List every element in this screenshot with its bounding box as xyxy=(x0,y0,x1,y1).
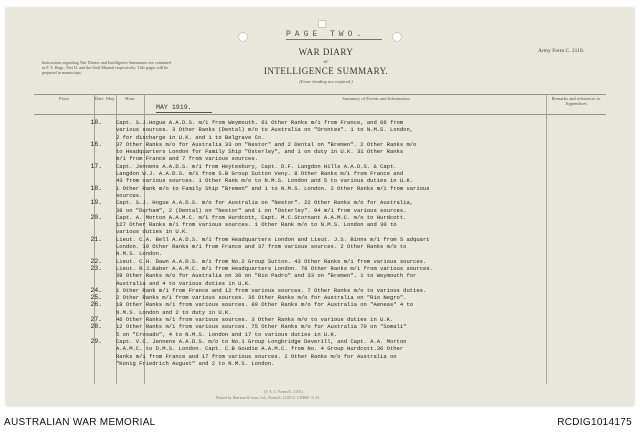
entry-text xyxy=(116,301,512,316)
diary-entry xyxy=(6,294,634,301)
entry-line: 18 Other Ranks m/i from various sources. 80 Other Ranks m/o for Australia on "Aeneas" 4 to xyxy=(116,301,414,309)
entry-line: Capt. Jennens A.A.D.S. m/i from Heytesbury, Capt. D.F. Langdon Hills A.A.D.S. & Capt. xyxy=(116,162,397,170)
entry-line: Capt. S.J. Hogue A.A.D.S. m/o for Australia on "Nestor". 22 Other Ranks m/o for Australia, xyxy=(116,199,414,207)
header-top-rule xyxy=(34,94,606,95)
entry-line: N.M.S. London. xyxy=(116,250,163,258)
entry-line: Capt. V.C. Jennens A.A.D.S. m/o to No.1 Group Longbridge Deverill, and Capt. A.A. Morton xyxy=(116,337,407,345)
entry-text xyxy=(116,316,512,323)
col-place: Place xyxy=(59,96,69,101)
diary-entry xyxy=(6,338,634,367)
title-intelligence-summary: INTELLIGENCE SUMMARY. xyxy=(263,66,389,76)
entry-text xyxy=(116,141,512,163)
diary-entry xyxy=(6,119,634,141)
entry-text xyxy=(116,163,512,185)
entry-line: 5 on "Crosado", 4 to N.M.S. London and 17 to various duties in U.K. xyxy=(116,330,338,338)
entry-line: "Konig Friedrich August" and 2 to N.M.S. London. xyxy=(116,359,275,367)
staple-mark xyxy=(318,20,326,28)
entry-date: 24. xyxy=(90,286,102,294)
entry-line: m/i from France and 7 from various sources. xyxy=(116,155,258,163)
entry-line: Langdon W.J. A.A.D.S. m/i from S.B Group Sutton Veny. 8 Other Ranks m/i from France and xyxy=(116,170,404,178)
entry-text xyxy=(116,294,512,301)
entry-line: Capt. S.J.Hogue A.A.D.S. m/i from Weymouth. 61 Other Ranks m/i from France, and 66 from xyxy=(116,119,404,126)
col-date: Date. May. xyxy=(94,96,116,101)
entry-line: Lieut. C.H. Dawn A.A.D.S. m/i from No.2 Group Sutton. 43 Other Ranks m/i from various sources. xyxy=(116,257,427,265)
entry-line: 12 Other Ranks m/i from various sources. 75 Other Ranks m/o for Australia 70 on "Somali" xyxy=(116,323,407,331)
col-remarks: Remarks and references to Appendices xyxy=(551,96,601,107)
entry-line: 1 Other Rank m/o to Family Ship "Bremen" and 1 to N.M.S. London. 2 Other Ranks m/i from various xyxy=(116,184,430,192)
entry-line: to Headquarters London for Family Ship "Osterley", and 1 on duty in U.K. 31 Other Ranks xyxy=(116,148,404,156)
entry-text xyxy=(116,199,512,214)
entry-line: Ranks m/i from France and 17 from various sources. 2 Other Ranks m/o for Australia on xyxy=(116,352,397,360)
diary-entry xyxy=(6,265,634,287)
entry-date: 20. xyxy=(90,213,102,221)
entry-line: London. 19 Other Ranks m/i from France and 37 from various sources. 2 Other Ranks m/o to xyxy=(116,243,407,251)
month-heading: MAY 1919. xyxy=(156,104,192,111)
col-hour: Hour xyxy=(125,96,135,101)
title-or: or xyxy=(323,59,329,65)
entry-date: 18. xyxy=(90,119,102,126)
underline xyxy=(286,39,382,40)
entry-text xyxy=(116,119,512,141)
entry-date: 25. xyxy=(90,294,102,302)
entry-line: 2 Other Ranks m/i from various sources. 36 Other Ranks m/o for Australia on "Rio Negro". xyxy=(116,294,407,302)
entry-text xyxy=(116,258,512,265)
diary-entry xyxy=(6,301,634,316)
entry-date: 29. xyxy=(90,337,102,345)
entry-line: 2 for discharge in U.K. and 1 to Belgrave Co. xyxy=(116,133,265,141)
entry-text xyxy=(116,185,512,200)
entry-line: Capt. A. Morton A.A.M.C. m/i from Hurdcott, Capt. M.C.Stornant A.A.M.C. m/o to Hurdcott. xyxy=(116,213,407,221)
entry-date: 26. xyxy=(90,301,102,309)
entry-line: 46 Other Ranks m/i from various sources. 3 Other Ranks m/o to various duties in U.K. xyxy=(116,316,394,324)
diary-entry xyxy=(6,323,634,338)
diary-entry xyxy=(6,287,634,294)
diary-entry xyxy=(6,185,634,200)
entry-line: various sources. 3 Other Ranks (Dental) m/o to Australia on "Orontes". 1 to N.M.S. London, xyxy=(116,126,414,134)
entry-text xyxy=(116,338,512,367)
entry-line: Lieut. C.A. Bell A.A.D.S. m/i from Headquarters London and Lieut. J.S. Binns m/i from S adquart xyxy=(116,235,430,243)
printer-footer: Printed by Harrison & Sons, Ltd., Forms/C.2118/13. 1/20000. 11.15 xyxy=(216,396,320,400)
entry-date: 18. xyxy=(90,184,102,192)
archive-caption: AUSTRALIAN WAR MEMORIAL xyxy=(4,417,156,428)
entry-line: A.A.M.C. to D.M.S. London. Capt. C.B Goudie A.A.M.C. from No. 4 Group Hurdcott.36 Other xyxy=(116,345,404,353)
form-footer: (T. A. C. Forms/C. 2118.) xyxy=(264,390,303,394)
entry-line: Lieut. R.J.Baber A.A.M.C. m/i from Headquarters London. 78 Other Ranks m/i from various sources. xyxy=(116,264,433,272)
title-war-diary: WAR DIARY xyxy=(298,47,354,57)
entry-line: Australia and 4 to various duties in U.K. xyxy=(116,279,252,287)
entry-date: 23. xyxy=(90,264,102,272)
instructions-note: Instructions regarding War Diaries and Intelligence Summaries are contained in F. S. Regs., Part II. and the Staff Manual respectively. Title pages will be prepared in manuscript. xyxy=(42,60,172,76)
diary-entry xyxy=(6,214,634,236)
diary-entry xyxy=(6,236,634,258)
page-number: PAGE TWO. xyxy=(286,30,366,39)
entry-line: 38 on "Durham", 2 (Dental) on "Nestor" and 1 on "Osterley". 94 m/i from various sources. xyxy=(116,206,407,214)
diary-page xyxy=(6,8,634,406)
entry-text xyxy=(116,214,512,236)
record-id: RCDIG1014175 xyxy=(557,417,632,428)
entry-date: 17. xyxy=(90,162,102,170)
entry-line: 37 Other Ranks m/o for Australia 33 on "Nestor" and 2 Dental on "Bremen". 2 Other Ranks m/o xyxy=(116,140,417,148)
diary-entry xyxy=(6,163,634,185)
entry-date: 21. xyxy=(90,235,102,243)
entry-date: 28. xyxy=(90,323,102,331)
col-summary: Summary of Events and Information xyxy=(342,96,410,101)
army-form-number: Army Form C. 2118. xyxy=(538,48,585,54)
entry-date: 27. xyxy=(90,316,102,324)
entry-date: 16. xyxy=(90,140,102,148)
entry-line: 127 Other Ranks m/i from various sources. 1 Other Rank m/o to N.M.S. London and 30 to xyxy=(116,221,397,229)
punch-hole xyxy=(392,32,402,42)
title-note: (Erase heading not required.) xyxy=(299,79,353,84)
entry-line: 43 from various sources. 1 Other Rank m/o to N.M.S. London and 5 to various duties in U.K. xyxy=(116,177,414,185)
diary-entry xyxy=(6,258,634,265)
entry-text xyxy=(116,323,512,338)
entry-text xyxy=(116,265,512,287)
entry-line: sources. xyxy=(116,191,143,199)
entry-text xyxy=(116,236,512,258)
diary-entry xyxy=(6,141,634,163)
entry-date: 19. xyxy=(90,199,102,207)
punch-hole xyxy=(238,32,248,42)
entry-line: N.M.S. London and 2 to duty in U.K. xyxy=(116,308,232,316)
diary-entries xyxy=(6,119,634,367)
diary-entry xyxy=(6,199,634,214)
underline xyxy=(156,112,212,113)
entry-line: 1 Other Rank m/i from France and 12 from various sources. 7 Other Ranks m/o to various duties. xyxy=(116,286,427,294)
entry-text xyxy=(116,287,512,294)
entry-date: 22. xyxy=(90,257,102,265)
diary-entry xyxy=(6,316,634,323)
entry-line: various duties in U.K. xyxy=(116,228,189,236)
entry-line: 39 Other Ranks m/o for Australia on 36 on "Rio Padro" and 33 on "Bremen". 1 to Weymouth for xyxy=(116,272,417,280)
